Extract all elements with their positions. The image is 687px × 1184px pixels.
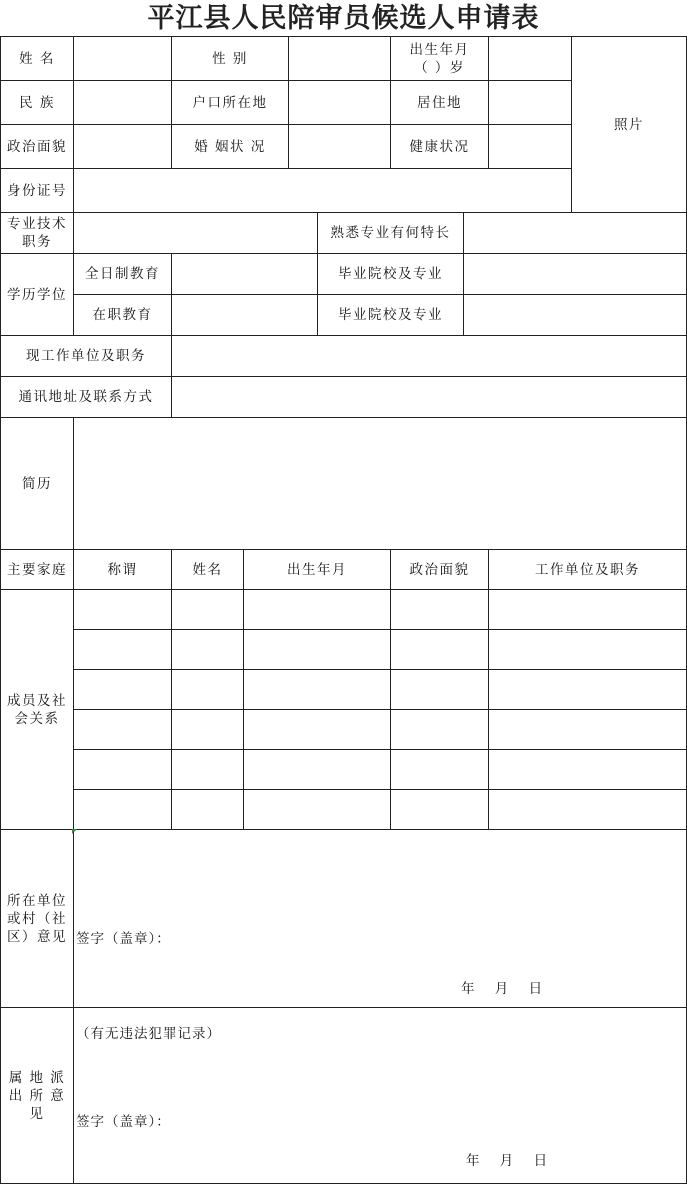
family-cell-political[interactable]: [390, 669, 489, 710]
label-education: 学历学位: [0, 253, 74, 336]
label-family-line2: 会关系: [14, 710, 60, 727]
label-inservice: 在职教育: [73, 294, 172, 336]
label-fulltime: 全日制教育: [73, 253, 172, 295]
label-contact: 通讯地址及联系方式: [0, 376, 172, 418]
label-unit-opinion: [0, 829, 74, 1008]
input-tech-title[interactable]: [73, 212, 318, 254]
label-birth-line2: （ ）岁: [414, 59, 465, 76]
label-school-2: 毕业院校及专业: [317, 294, 464, 336]
family-cell-relation[interactable]: [73, 589, 172, 630]
input-specialty[interactable]: [463, 212, 687, 254]
police-sign-label: 签字（盖章）：: [76, 1114, 171, 1130]
family-cell-relation[interactable]: [73, 629, 172, 670]
label-residence: 居住地: [390, 80, 489, 125]
input-health[interactable]: [488, 124, 572, 169]
input-birth[interactable]: [488, 36, 572, 81]
input-marital[interactable]: [288, 124, 391, 169]
photo-box[interactable]: 照片: [571, 36, 687, 213]
family-header-political: 政治面貌: [390, 549, 489, 590]
family-cell-name[interactable]: [171, 789, 244, 830]
unit-sign-label: 签字（盖章）：: [76, 931, 171, 947]
label-police-line3: 见: [29, 1105, 45, 1122]
label-birth-line1: 出生年月: [409, 41, 470, 58]
family-header-birth: 出生年月: [243, 549, 391, 590]
family-cell-birth[interactable]: [243, 749, 391, 790]
family-cell-birth[interactable]: [243, 629, 391, 670]
input-residence[interactable]: [488, 80, 572, 125]
input-school-2[interactable]: [463, 294, 687, 336]
family-header-workplace: 工作单位及职务: [488, 549, 687, 590]
input-school-1[interactable]: [463, 253, 687, 295]
input-ethnicity[interactable]: [73, 80, 172, 125]
family-cell-birth[interactable]: [243, 589, 391, 630]
family-cell-name[interactable]: [171, 589, 244, 630]
label-political: 政治面貌: [0, 124, 74, 169]
label-police-line2: 出 所 意: [8, 1087, 66, 1104]
input-name[interactable]: [73, 36, 172, 81]
label-tech-title: [0, 212, 74, 254]
label-gender: 性 别: [171, 36, 289, 81]
family-cell-relation[interactable]: [73, 669, 172, 710]
label-tech-line1: 专业技术: [7, 216, 67, 232]
family-cell-workplace[interactable]: [488, 629, 687, 670]
label-police-line1: 属 地 派: [8, 1069, 66, 1086]
family-cell-workplace[interactable]: [488, 749, 687, 790]
police-note: （有无违法犯罪记录）: [76, 1026, 221, 1042]
family-cell-workplace[interactable]: [488, 669, 687, 710]
label-unit-line1: 所在单位: [7, 892, 67, 909]
input-household[interactable]: [288, 80, 391, 125]
label-id-number: 身份证号: [0, 168, 74, 213]
label-workplace: 现工作单位及职务: [0, 335, 172, 377]
family-cell-workplace[interactable]: [488, 589, 687, 630]
family-cell-birth[interactable]: [243, 709, 391, 750]
label-specialty: 熟悉专业有何特长: [317, 212, 464, 254]
family-cell-name[interactable]: [171, 749, 244, 790]
label-police-opinion: [0, 1007, 74, 1184]
label-unit-line3: 区）意见: [7, 928, 67, 945]
family-cell-workplace[interactable]: [488, 709, 687, 750]
family-cell-birth[interactable]: [243, 789, 391, 830]
input-workplace[interactable]: [171, 335, 687, 377]
cell-corner-marker: [72, 829, 77, 834]
family-cell-name[interactable]: [171, 709, 244, 750]
family-cell-political[interactable]: [390, 709, 489, 750]
label-unit-line2: 或村（社: [7, 910, 67, 927]
input-unit-opinion[interactable]: [73, 829, 687, 1008]
police-date-label: 年 月 日: [466, 1153, 549, 1169]
family-cell-name[interactable]: [171, 629, 244, 670]
family-cell-political[interactable]: [390, 629, 489, 670]
family-header-relation: 称谓: [73, 549, 172, 590]
input-contact[interactable]: [171, 376, 687, 418]
label-household: 户口所在地: [171, 80, 289, 125]
family-header-name: 姓名: [171, 549, 244, 590]
input-gender[interactable]: [288, 36, 391, 81]
input-inservice[interactable]: [171, 294, 318, 336]
input-fulltime[interactable]: [171, 253, 318, 295]
label-tech-line2: 职务: [22, 234, 52, 250]
family-cell-relation[interactable]: [73, 709, 172, 750]
label-family-top: 主要家庭: [0, 549, 74, 590]
label-name: 姓 名: [0, 36, 74, 81]
label-family-bottom: [0, 589, 74, 830]
family-cell-political[interactable]: [390, 589, 489, 630]
family-cell-relation[interactable]: [73, 789, 172, 830]
label-resume: 简历: [0, 417, 74, 550]
page-title: 平江县人民陪审员候选人申请表: [147, 3, 540, 34]
family-cell-political[interactable]: [390, 749, 489, 790]
family-cell-name[interactable]: [171, 669, 244, 710]
label-school-1: 毕业院校及专业: [317, 253, 464, 295]
family-cell-relation[interactable]: [73, 749, 172, 790]
input-resume[interactable]: [73, 417, 687, 550]
family-cell-workplace[interactable]: [488, 789, 687, 830]
label-family-line1: 成员及社: [7, 692, 67, 709]
family-cell-political[interactable]: [390, 789, 489, 830]
input-political[interactable]: [73, 124, 172, 169]
label-birth: [390, 36, 489, 81]
label-health: 健康状况: [390, 124, 489, 169]
input-id-number[interactable]: [73, 168, 572, 213]
unit-date-label: 年 月 日: [461, 981, 544, 997]
family-cell-birth[interactable]: [243, 669, 391, 710]
label-marital: 婚 姻状 况: [171, 124, 289, 169]
label-ethnicity: 民 族: [0, 80, 74, 125]
